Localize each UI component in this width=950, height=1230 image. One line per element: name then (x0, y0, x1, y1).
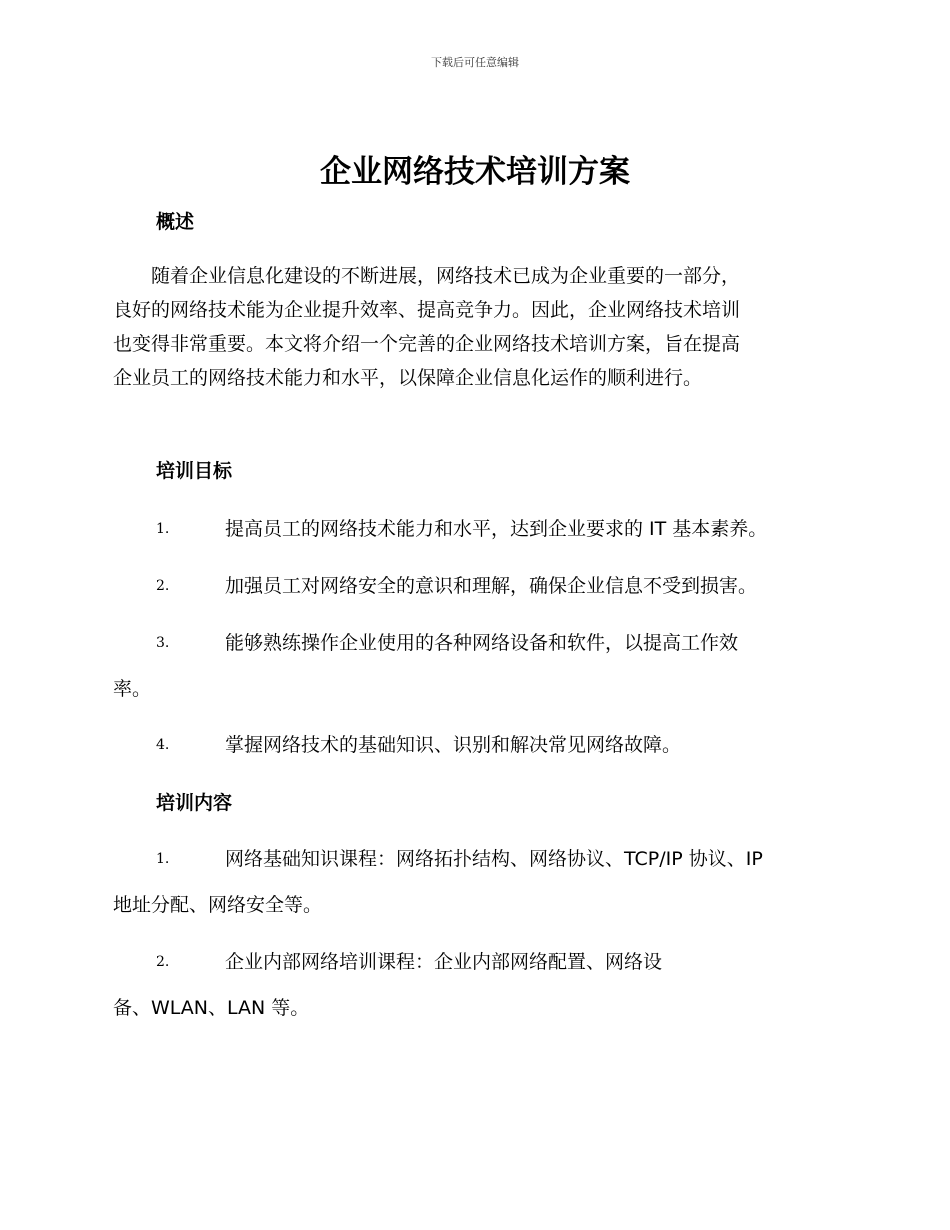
paragraph-line: 随着企业信息化建设的不断进展，网络技术已成为企业重要的一部分， (113, 265, 741, 287)
list-number: 2. (156, 578, 170, 594)
list-item-text: 能够熟练操作企业使用的各种网络设备和软件，以提高工作效 (225, 632, 739, 654)
list-number: 1. (156, 521, 170, 537)
list-item-text: 加强员工对网络安全的意识和理解，确保企业信息不受到损害。 (225, 575, 758, 597)
list-item-text: 网络基础知识课程：网络拓扑结构、网络协议、TCP/IP 协议、IP (225, 848, 763, 870)
list-item-continuation: 地址分配、网络安全等。 (113, 894, 323, 916)
paragraph-line: 企业员工的网络技术能力和水平，以保障企业信息化运作的顺利进行。 (113, 367, 703, 389)
section-heading-overview: 概述 (156, 211, 195, 233)
section-heading-goals: 培训目标 (156, 460, 233, 482)
list-number: 4. (156, 737, 170, 753)
list-item-text: 提高员工的网络技术能力和水平，达到企业要求的 IT 基本素养。 (225, 518, 768, 540)
goal-item-3 (113, 629, 843, 703)
goal-item-2 (113, 572, 843, 600)
goal-item-1 (113, 515, 843, 543)
list-number: 2. (156, 954, 170, 970)
paragraph-line: 也变得非常重要。本文将介绍一个完善的企业网络技术培训方案，旨在提高 (113, 333, 741, 355)
list-number: 3. (156, 635, 170, 651)
document-title: 企业网络技术培训方案 (320, 154, 630, 190)
page-header-note: 下载后可任意编辑 (431, 56, 519, 69)
list-item-text: 企业内部网络培训课程：企业内部网络配置、网络设 (225, 951, 663, 973)
goal-item-4 (113, 731, 843, 759)
section-heading-content: 培训内容 (156, 792, 233, 814)
overview-paragraph (113, 259, 833, 395)
content-item-2 (113, 948, 843, 1022)
list-number: 1. (156, 851, 170, 867)
list-item-text: 掌握网络技术的基础知识、识别和解决常见网络故障。 (225, 734, 682, 756)
list-item-continuation: 备、WLAN、LAN 等。 (113, 997, 310, 1019)
paragraph-line: 良好的网络技术能为企业提升效率、提高竞争力。因此，企业网络技术培训 (113, 299, 741, 321)
list-item-continuation: 率。 (113, 678, 152, 700)
content-item-1 (113, 845, 843, 919)
